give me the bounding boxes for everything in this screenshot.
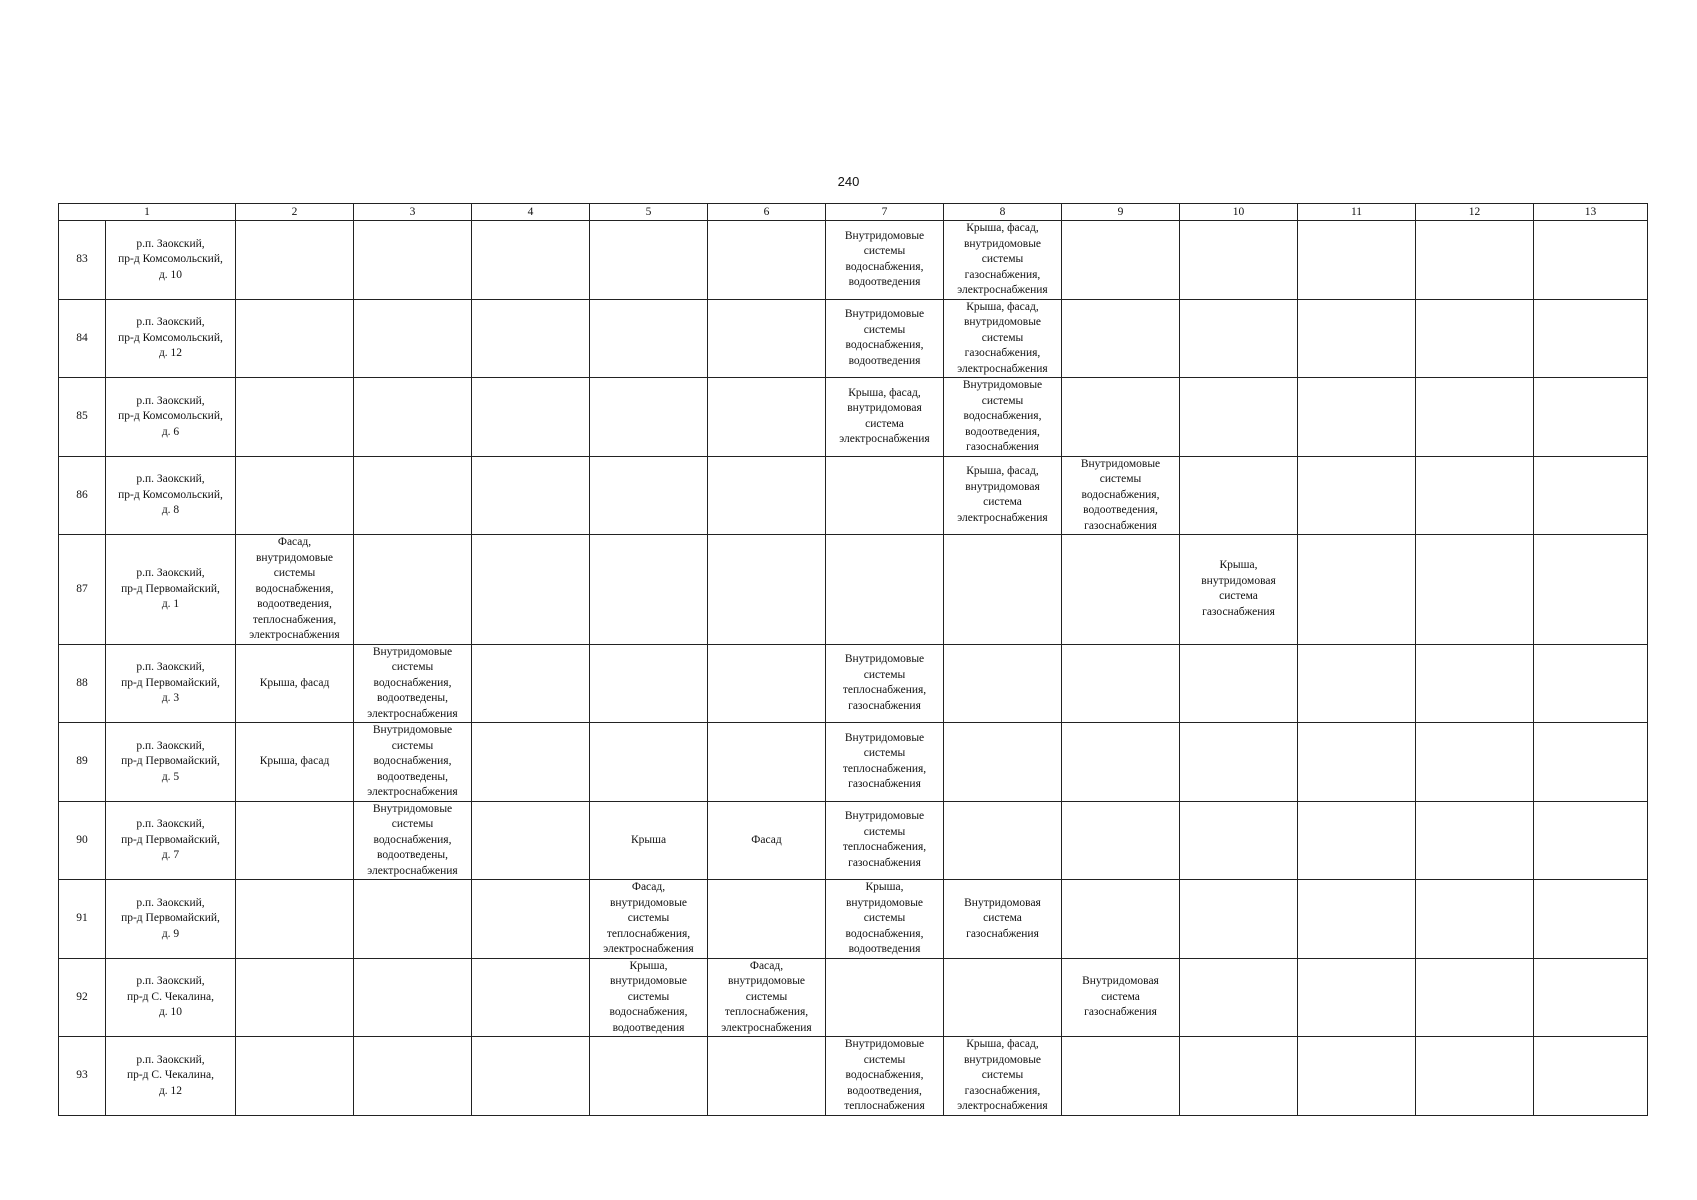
row-number: 89 xyxy=(76,755,88,767)
work-cell xyxy=(472,880,590,959)
repair-schedule-table xyxy=(58,203,1648,1116)
column-header: 4 xyxy=(472,204,590,221)
row-number: 90 xyxy=(76,833,88,846)
work-cell xyxy=(944,644,1062,723)
work-cell xyxy=(236,378,354,457)
work-cell xyxy=(354,723,472,802)
work-cell xyxy=(472,723,590,802)
work-cell xyxy=(472,958,590,1037)
work-cell xyxy=(590,456,708,535)
work-cell xyxy=(1416,801,1534,880)
work-cell xyxy=(1062,378,1180,457)
work-cell xyxy=(590,378,708,457)
work-cell xyxy=(708,299,826,378)
work-cell xyxy=(1180,535,1298,645)
work-cell xyxy=(472,1037,590,1116)
column-header: 6 xyxy=(708,204,826,221)
table-row xyxy=(59,299,1648,378)
work-cell xyxy=(590,958,708,1037)
work-cell xyxy=(1180,299,1298,378)
work-cell xyxy=(590,880,708,959)
column-header: 9 xyxy=(1062,204,1180,221)
work-text: Внутридомовые системы водоснабжения, водоотведения, теплоснабжения xyxy=(844,1038,925,1112)
row-number-cell xyxy=(59,456,106,535)
work-cell xyxy=(944,958,1062,1037)
address-cell xyxy=(106,378,236,457)
work-cell xyxy=(236,801,354,880)
work-cell xyxy=(1180,1037,1298,1116)
row-number-cell xyxy=(59,535,106,645)
work-cell xyxy=(1298,958,1416,1037)
work-cell xyxy=(826,221,944,300)
work-cell xyxy=(1534,456,1648,535)
work-text: Внутридомовые системы теплоснабжения, газоснабжения xyxy=(842,810,927,869)
work-cell xyxy=(826,880,944,959)
work-text: Крыша, фасад, внутридомовая система электроснабжения xyxy=(839,386,930,446)
row-number: 92 xyxy=(76,990,88,1003)
column-header: 5 xyxy=(590,204,708,221)
work-cell xyxy=(944,378,1062,457)
table-row xyxy=(59,1037,1648,1116)
work-cell xyxy=(236,644,354,723)
address-text: р.п. Заокский, пр-д С. Чекалина, д. 12 xyxy=(126,1053,215,1097)
row-number-cell xyxy=(59,378,106,457)
work-cell xyxy=(826,958,944,1037)
address-text: р.п. Заокский, пр-д Комсомольский, д. 8 xyxy=(118,473,223,516)
address-cell xyxy=(106,299,236,378)
row-number-cell xyxy=(59,1037,106,1116)
work-cell xyxy=(1534,801,1648,880)
work-cell xyxy=(826,1037,944,1116)
address-cell xyxy=(106,723,236,802)
work-text: Внутридомовая система газоснабжения xyxy=(1082,975,1159,1018)
address-cell xyxy=(106,644,236,723)
work-cell xyxy=(944,299,1062,378)
work-text: Фасад, внутридомовые системы теплоснабжения, электроснабжения xyxy=(721,959,812,1034)
work-cell xyxy=(472,378,590,457)
table-row xyxy=(59,644,1648,723)
work-cell xyxy=(944,1037,1062,1116)
work-cell xyxy=(354,378,472,457)
work-cell xyxy=(472,801,590,880)
work-cell xyxy=(708,723,826,802)
work-cell xyxy=(1298,880,1416,959)
work-cell xyxy=(590,535,708,645)
work-cell xyxy=(354,1037,472,1116)
work-cell xyxy=(590,299,708,378)
work-cell xyxy=(1534,644,1648,723)
work-cell xyxy=(708,221,826,300)
table-row xyxy=(59,880,1648,959)
row-number: 93 xyxy=(76,1069,88,1081)
work-cell xyxy=(826,299,944,378)
work-cell xyxy=(1416,1037,1534,1116)
work-cell xyxy=(944,723,1062,802)
work-cell xyxy=(354,535,472,645)
address-text: р.п. Заокский, пр-д Первомайский, д. 9 xyxy=(121,896,220,940)
work-cell xyxy=(1298,378,1416,457)
work-cell xyxy=(1062,644,1180,723)
address-cell xyxy=(106,221,236,300)
work-cell xyxy=(944,456,1062,535)
work-cell xyxy=(944,221,1062,300)
work-cell xyxy=(708,801,826,880)
work-cell xyxy=(1534,958,1648,1037)
work-cell xyxy=(1298,723,1416,802)
work-cell xyxy=(1534,1037,1648,1116)
work-cell xyxy=(1062,221,1180,300)
work-cell xyxy=(472,299,590,378)
row-number-cell xyxy=(59,958,106,1037)
table-row xyxy=(59,378,1648,457)
address-cell xyxy=(106,958,236,1037)
row-number-cell xyxy=(59,801,106,880)
work-cell xyxy=(1416,723,1534,802)
row-number-cell xyxy=(59,880,106,959)
page-number: 240 xyxy=(837,174,860,189)
work-cell xyxy=(1534,378,1648,457)
work-cell xyxy=(1298,1037,1416,1116)
row-number-cell xyxy=(59,723,106,802)
row-number: 91 xyxy=(76,912,88,924)
work-cell xyxy=(354,221,472,300)
work-cell xyxy=(1416,880,1534,959)
work-cell xyxy=(1062,456,1180,535)
address-text: р.п. Заокский, пр-д Первомайский, д. 7 xyxy=(121,818,220,861)
work-cell xyxy=(1062,801,1180,880)
work-cell xyxy=(236,723,354,802)
work-text: Крыша, фасад, внутридомовая система электроснабжения xyxy=(957,465,1048,524)
work-cell xyxy=(1298,801,1416,880)
work-cell xyxy=(236,958,354,1037)
header-row xyxy=(59,204,1648,221)
work-cell xyxy=(826,723,944,802)
work-cell xyxy=(236,456,354,535)
column-header: 10 xyxy=(1180,204,1298,221)
work-cell xyxy=(354,644,472,723)
work-text: Крыша, внутридомовые системы водоснабжения, водоотведения xyxy=(609,959,688,1034)
work-text: Внутридомовые системы водоснабжения, водоотведения, газоснабжения xyxy=(962,379,1043,453)
table-row xyxy=(59,723,1648,802)
work-cell xyxy=(1534,221,1648,300)
work-text: Фасад xyxy=(751,833,782,846)
row-number: 83 xyxy=(76,253,88,265)
work-text: Крыша, фасад xyxy=(259,755,330,767)
table-row xyxy=(59,958,1648,1037)
work-cell xyxy=(236,299,354,378)
table-row xyxy=(59,535,1648,645)
work-cell xyxy=(708,535,826,645)
work-cell xyxy=(1062,880,1180,959)
work-cell xyxy=(1180,456,1298,535)
work-text: Внутридомовые системы теплоснабжения, газоснабжения xyxy=(842,731,927,791)
work-cell xyxy=(1180,880,1298,959)
work-text: Внутридомовые системы водоснабжения, водоотведения xyxy=(844,229,925,289)
column-header: 8 xyxy=(944,204,1062,221)
work-cell xyxy=(236,221,354,300)
table-row xyxy=(59,456,1648,535)
work-cell xyxy=(1180,644,1298,723)
column-header: 3 xyxy=(354,204,472,221)
work-cell xyxy=(708,456,826,535)
address-text: р.п. Заокский, пр-д Первомайский, д. 5 xyxy=(121,739,220,783)
row-number-cell xyxy=(59,221,106,300)
work-cell xyxy=(708,1037,826,1116)
row-number-cell xyxy=(59,299,106,378)
work-cell xyxy=(826,535,944,645)
work-cell xyxy=(590,1037,708,1116)
work-cell xyxy=(354,801,472,880)
work-cell xyxy=(708,958,826,1037)
work-cell xyxy=(590,801,708,880)
table-body xyxy=(59,221,1648,1116)
work-cell xyxy=(1062,535,1180,645)
work-cell xyxy=(1534,723,1648,802)
work-cell xyxy=(1534,299,1648,378)
work-cell xyxy=(354,880,472,959)
work-cell xyxy=(1534,880,1648,959)
work-cell xyxy=(354,958,472,1037)
work-cell xyxy=(708,378,826,457)
work-cell xyxy=(1298,644,1416,723)
row-number: 85 xyxy=(76,410,88,422)
row-number: 84 xyxy=(76,331,88,344)
work-text: Внутридомовые системы водоснабжения, водоотведены, электроснабжения xyxy=(367,645,458,720)
work-cell xyxy=(1298,299,1416,378)
table-row xyxy=(59,221,1648,300)
work-cell xyxy=(1416,958,1534,1037)
work-text: Крыша, внутридомовая система газоснабжения xyxy=(1201,559,1276,618)
address-text: р.п. Заокский, пр-д Первомайский, д. 1 xyxy=(121,567,220,610)
address-text: р.п. Заокский, пр-д С. Чекалина, д. 10 xyxy=(126,975,215,1018)
work-text: Крыша, внутридомовые системы водоснабжения, водоотведения xyxy=(845,881,924,955)
address-cell xyxy=(106,1037,236,1116)
work-cell xyxy=(236,880,354,959)
row-number-cell xyxy=(59,644,106,723)
work-cell xyxy=(354,456,472,535)
work-cell xyxy=(1416,535,1534,645)
work-cell xyxy=(1062,299,1180,378)
work-cell xyxy=(1298,221,1416,300)
work-text: Внутридомовые системы водоснабжения, водоотведения, газоснабжения xyxy=(1080,457,1161,532)
work-cell xyxy=(1062,723,1180,802)
table-row xyxy=(59,801,1648,880)
work-cell xyxy=(1062,1037,1180,1116)
work-text: Фасад, внутридомовые системы водоснабжения, водоотведения, теплоснабжения, электроснабжения xyxy=(249,536,340,641)
work-text: Крыша xyxy=(630,833,667,846)
address-text: р.п. Заокский, пр-д Комсомольский, д. 6 xyxy=(118,394,223,438)
row-number: 88 xyxy=(76,676,88,689)
work-cell xyxy=(1180,801,1298,880)
address-cell xyxy=(106,880,236,959)
work-text: Крыша, фасад, внутридомовые системы газоснабжения, электроснабжения xyxy=(957,1038,1048,1112)
row-number: 86 xyxy=(76,488,88,501)
work-text: Крыша, фасад, внутридомовые системы газоснабжения, электроснабжения xyxy=(957,222,1048,296)
work-cell xyxy=(944,801,1062,880)
work-cell xyxy=(472,644,590,723)
work-cell xyxy=(354,299,472,378)
work-cell xyxy=(826,801,944,880)
column-header: 11 xyxy=(1298,204,1416,221)
work-cell xyxy=(944,880,1062,959)
column-header: 12 xyxy=(1416,204,1534,221)
work-cell xyxy=(1062,958,1180,1037)
work-cell xyxy=(1180,221,1298,300)
work-text: Крыша, фасад, внутридомовые системы газоснабжения, электроснабжения xyxy=(957,300,1048,375)
work-cell xyxy=(1180,378,1298,457)
work-text: Внутридомовые системы водоснабжения, водоотведения xyxy=(844,308,925,367)
address-cell xyxy=(106,456,236,535)
work-cell xyxy=(472,456,590,535)
work-cell xyxy=(472,535,590,645)
work-text: Внутридомовая система газоснабжения xyxy=(964,896,1041,940)
work-cell xyxy=(1416,456,1534,535)
column-header: 2 xyxy=(236,204,354,221)
work-cell xyxy=(1298,535,1416,645)
work-cell xyxy=(1180,958,1298,1037)
address-cell xyxy=(106,535,236,645)
address-text: р.п. Заокский, пр-д Комсомольский, д. 10 xyxy=(118,237,223,281)
work-cell xyxy=(708,880,826,959)
work-cell xyxy=(944,535,1062,645)
work-cell xyxy=(472,221,590,300)
work-cell xyxy=(1180,723,1298,802)
work-cell xyxy=(1416,221,1534,300)
work-text: Крыша, фасад xyxy=(259,676,330,689)
address-text: р.п. Заокский, пр-д Первомайский, д. 3 xyxy=(121,661,220,704)
work-cell xyxy=(1298,456,1416,535)
work-cell xyxy=(1416,644,1534,723)
work-text: Фасад, внутридомовые системы теплоснабжения, электроснабжения xyxy=(603,881,694,955)
work-cell xyxy=(590,644,708,723)
work-cell xyxy=(708,644,826,723)
work-cell xyxy=(590,723,708,802)
column-header: 1 xyxy=(59,204,236,221)
work-cell xyxy=(826,378,944,457)
column-header: 13 xyxy=(1534,204,1648,221)
work-text: Внутридомовые системы теплоснабжения, газоснабжения xyxy=(842,653,927,712)
address-cell xyxy=(106,801,236,880)
work-cell xyxy=(1416,299,1534,378)
work-cell xyxy=(1534,535,1648,645)
work-text: Внутридомовые системы водоснабжения, водоотведены, электроснабжения xyxy=(367,802,458,877)
work-cell xyxy=(1416,378,1534,457)
work-cell xyxy=(826,456,944,535)
work-cell xyxy=(236,535,354,645)
row-number: 87 xyxy=(76,582,88,595)
work-cell xyxy=(590,221,708,300)
address-text: р.п. Заокский, пр-д Комсомольский, д. 12 xyxy=(118,316,223,359)
work-cell xyxy=(236,1037,354,1116)
work-cell xyxy=(826,644,944,723)
work-text: Внутридомовые системы водоснабжения, водоотведены, электроснабжения xyxy=(367,724,458,798)
column-header: 7 xyxy=(826,204,944,221)
